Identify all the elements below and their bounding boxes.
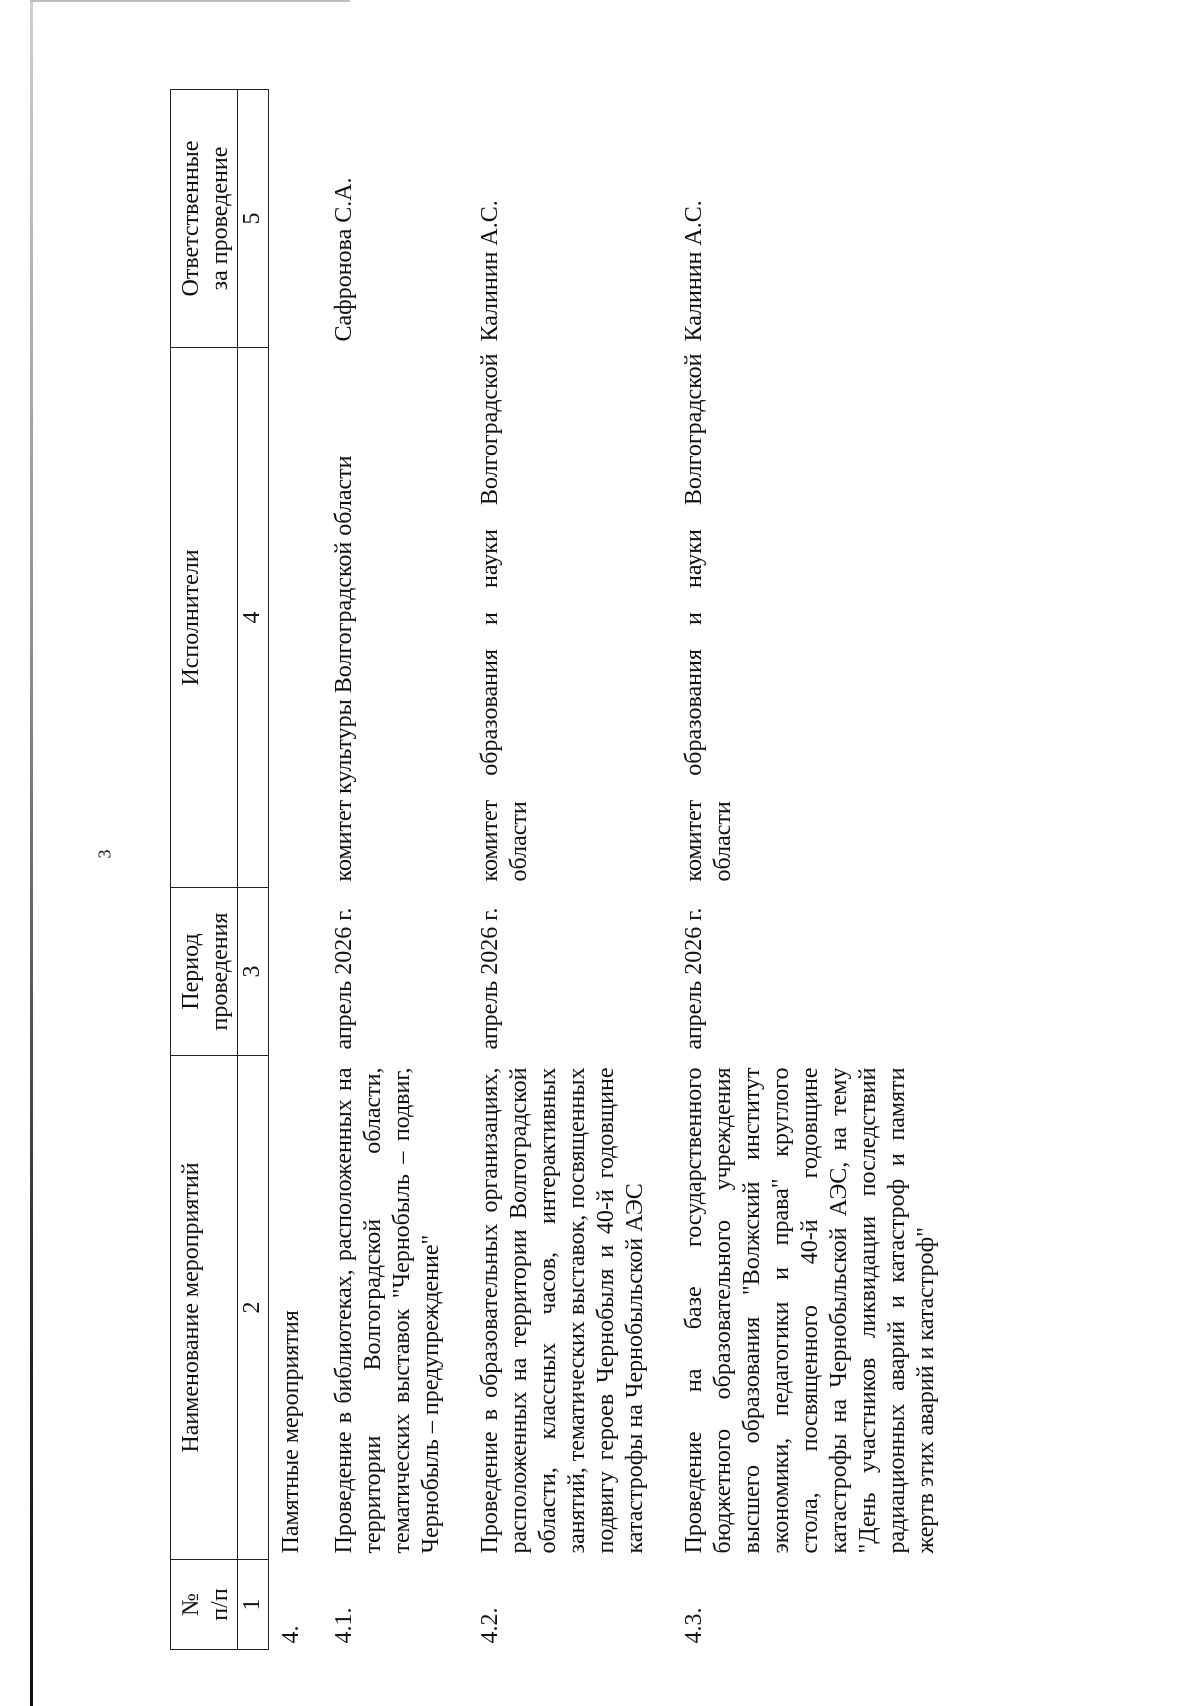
header-responsible: Ответственные за проведение: [171, 90, 238, 348]
scan-edge: [30, 0, 33, 1706]
section-title: Памятные мероприятия: [278, 1310, 304, 1554]
row-number: 4.3.: [681, 1607, 707, 1644]
table-header-row: [171, 90, 238, 1650]
rotated-page-content: [170, 90, 1140, 1650]
table-row: [680, 90, 971, 1650]
row-responsible: Калинин А.С.: [477, 200, 503, 342]
column-number-1: 1: [238, 1560, 269, 1650]
header-period: Период проведения: [171, 888, 238, 1056]
section-row: [269, 90, 331, 1650]
column-number-5: 5: [238, 90, 269, 348]
page-number: 3: [94, 849, 115, 859]
row-responsible: Сафронова С.А.: [331, 177, 357, 342]
row-event-name: Проведение в библиотеках, расположенных на территории Волгоградской области, тематических выставок "Чернобыль – подвиг, Чернобыль – предупреждение": [331, 1067, 444, 1554]
table-row: [330, 90, 476, 1650]
column-number-3: 3: [238, 888, 269, 1056]
column-number-row: [238, 90, 269, 1650]
row-period: апрель 2026 г.: [477, 907, 503, 1050]
header-executors: Исполнители: [171, 348, 238, 888]
header-number: № п/п: [171, 1560, 238, 1650]
row-executors: комитет образования и науки Волгоградской области: [477, 353, 532, 882]
column-number-2: 2: [238, 1056, 269, 1560]
row-number: 4.1.: [331, 1607, 357, 1644]
row-executors: комитет образования и науки Волгоградской области: [681, 353, 736, 882]
events-table: [170, 89, 971, 1650]
row-event-name: Проведение на базе государственного бюджетного образовательного учреждения высшего образования "Волжский институт экономики, педагогики и права" круглого стола, посвященного 40-й годовщине катастрофы на Чернобыльской АЭС, на тему "День участников ликвидации последствий радиационных аварий и катастроф и памяти жертв этих аварий и катастроф": [681, 1067, 939, 1554]
header-event-name: Наименование мероприятий: [171, 1056, 238, 1560]
row-period: апрель 2026 г.: [331, 907, 357, 1050]
table-row: [476, 90, 680, 1650]
row-period: апрель 2026 г.: [681, 907, 707, 1050]
column-number-4: 4: [238, 348, 269, 888]
row-responsible: Калинин А.С.: [681, 200, 707, 342]
section-number: 4.: [278, 1625, 304, 1644]
row-number: 4.2.: [477, 1607, 503, 1644]
scan-edge-top: [30, 0, 350, 2]
row-event-name: Проведение в образовательных организациях, расположенных на территории Волгоградской области, классных часов, интерактивных занятий, тематических выставок, посвященных подвигу героев Чернобыля и 40-й годовщине катастрофы на Чернобыльской АЭС: [477, 1067, 648, 1554]
row-executors: комитет культуры Волгоградской области: [331, 455, 357, 882]
